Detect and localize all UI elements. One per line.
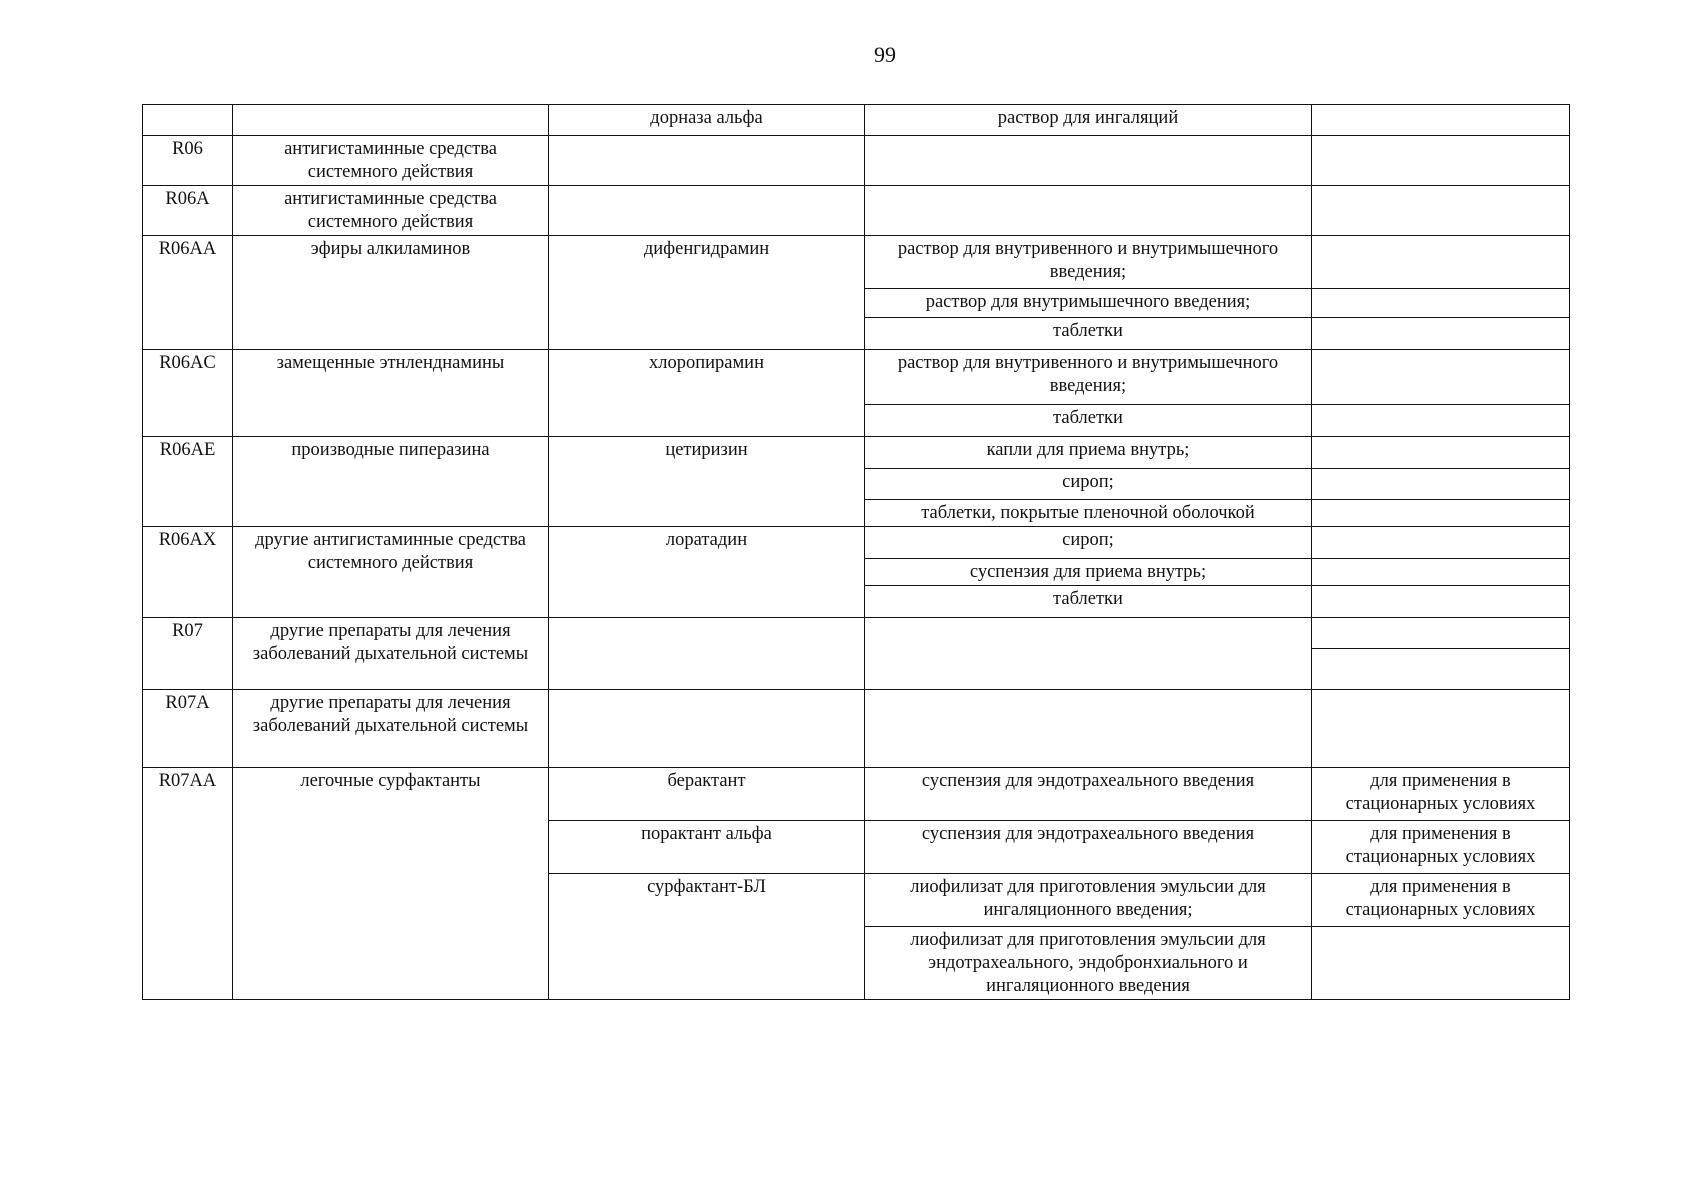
group-cell: другие препараты для лечения заболеваний дыхательной системы bbox=[233, 618, 549, 690]
table-row bbox=[143, 186, 1570, 236]
table-row bbox=[143, 690, 1570, 768]
form-cell: раствор для внутривенного и внутримышечного введения; bbox=[865, 236, 1312, 289]
drug-cell bbox=[549, 186, 865, 236]
note-cell bbox=[1312, 105, 1570, 136]
form-cell: лиофилизат для приготовления эмульсии для эндотрахеального, эндобронхиального и ингаляционного введения bbox=[865, 927, 1312, 1000]
form-cell: капли для приема внутрь; bbox=[865, 437, 1312, 469]
atc-code-cell: R06AC bbox=[143, 350, 233, 437]
group-cell: антигистаминные средства системного действия bbox=[233, 136, 549, 186]
form-cell: суспензия для эндотрахеального введения bbox=[865, 768, 1312, 821]
note-cell: для применения в стационарных условиях bbox=[1312, 821, 1570, 874]
group-cell: другие антигистаминные средства системного действия bbox=[233, 527, 549, 618]
atc-code-cell: R07 bbox=[143, 618, 233, 690]
drug-cell: дифенгидрамин bbox=[549, 236, 865, 350]
drug-table bbox=[142, 104, 1570, 1000]
form-cell: таблетки bbox=[865, 586, 1312, 618]
form-cell: раствор для внутримышечного введения; bbox=[865, 289, 1312, 318]
page-number: 99 bbox=[874, 42, 896, 67]
drug-cell: цетиризин bbox=[549, 437, 865, 527]
group-cell: эфиры алкиламинов bbox=[233, 236, 549, 350]
note-cell bbox=[1312, 186, 1570, 236]
form-cell: раствор для внутривенного и внутримышечного введения; bbox=[865, 350, 1312, 405]
table-row bbox=[143, 105, 1570, 136]
note-cell bbox=[1312, 350, 1570, 405]
atc-code-cell: R06AX bbox=[143, 527, 233, 618]
form-cell: лиофилизат для приготовления эмульсии для ингаляционного введения; bbox=[865, 874, 1312, 927]
table-row bbox=[143, 527, 1570, 559]
table-row bbox=[143, 236, 1570, 289]
form-cell bbox=[865, 618, 1312, 690]
note-cell bbox=[1312, 927, 1570, 1000]
drug-cell: дорназа альфа bbox=[549, 105, 865, 136]
table-row bbox=[143, 618, 1570, 649]
table-row bbox=[143, 350, 1570, 405]
table-row bbox=[143, 768, 1570, 821]
note-cell bbox=[1312, 405, 1570, 437]
drug-cell: хлоропирамин bbox=[549, 350, 865, 437]
form-cell bbox=[865, 136, 1312, 186]
drug-cell bbox=[549, 136, 865, 186]
note-cell bbox=[1312, 469, 1570, 500]
atc-code-cell: R06A bbox=[143, 186, 233, 236]
note-cell bbox=[1312, 136, 1570, 186]
atc-code-cell: R07A bbox=[143, 690, 233, 768]
atc-code-cell bbox=[143, 105, 233, 136]
group-cell: производные пиперазина bbox=[233, 437, 549, 527]
note-cell bbox=[1312, 618, 1570, 649]
note-cell bbox=[1312, 318, 1570, 350]
atc-code-cell: R06 bbox=[143, 136, 233, 186]
atc-code-cell: R07AA bbox=[143, 768, 233, 1000]
drug-cell bbox=[549, 618, 865, 690]
note-cell: для применения в стационарных условиях bbox=[1312, 874, 1570, 927]
drug-cell bbox=[549, 690, 865, 768]
note-cell bbox=[1312, 437, 1570, 469]
form-cell: таблетки bbox=[865, 405, 1312, 437]
note-cell bbox=[1312, 527, 1570, 559]
table-row bbox=[143, 437, 1570, 469]
group-cell: замещенные этнленднамины bbox=[233, 350, 549, 437]
drug-cell: сурфактант-БЛ bbox=[549, 874, 865, 1000]
note-cell: для применения в стационарных условиях bbox=[1312, 768, 1570, 821]
form-cell: таблетки bbox=[865, 318, 1312, 350]
group-cell: легочные сурфактанты bbox=[233, 768, 549, 1000]
table-row bbox=[143, 136, 1570, 186]
drug-cell: лоратадин bbox=[549, 527, 865, 618]
atc-code-cell: R06AA bbox=[143, 236, 233, 350]
note-cell bbox=[1312, 559, 1570, 586]
note-cell bbox=[1312, 289, 1570, 318]
form-cell: таблетки, покрытые пленочной оболочкой bbox=[865, 500, 1312, 527]
form-cell bbox=[865, 690, 1312, 768]
form-cell: сироп; bbox=[865, 527, 1312, 559]
note-cell bbox=[1312, 649, 1570, 690]
drug-cell: берактант bbox=[549, 768, 865, 821]
form-cell bbox=[865, 186, 1312, 236]
note-cell bbox=[1312, 690, 1570, 768]
note-cell bbox=[1312, 500, 1570, 527]
group-cell: другие препараты для лечения заболеваний дыхательной системы bbox=[233, 690, 549, 768]
form-cell: суспензия для эндотрахеального введения bbox=[865, 821, 1312, 874]
note-cell bbox=[1312, 236, 1570, 289]
form-cell: раствор для ингаляций bbox=[865, 105, 1312, 136]
note-cell bbox=[1312, 586, 1570, 618]
atc-code-cell: R06AE bbox=[143, 437, 233, 527]
form-cell: сироп; bbox=[865, 469, 1312, 500]
group-cell: антигистаминные средства системного действия bbox=[233, 186, 549, 236]
form-cell: суспензия для приема внутрь; bbox=[865, 559, 1312, 586]
group-cell bbox=[233, 105, 549, 136]
drug-cell: порактант альфа bbox=[549, 821, 865, 874]
